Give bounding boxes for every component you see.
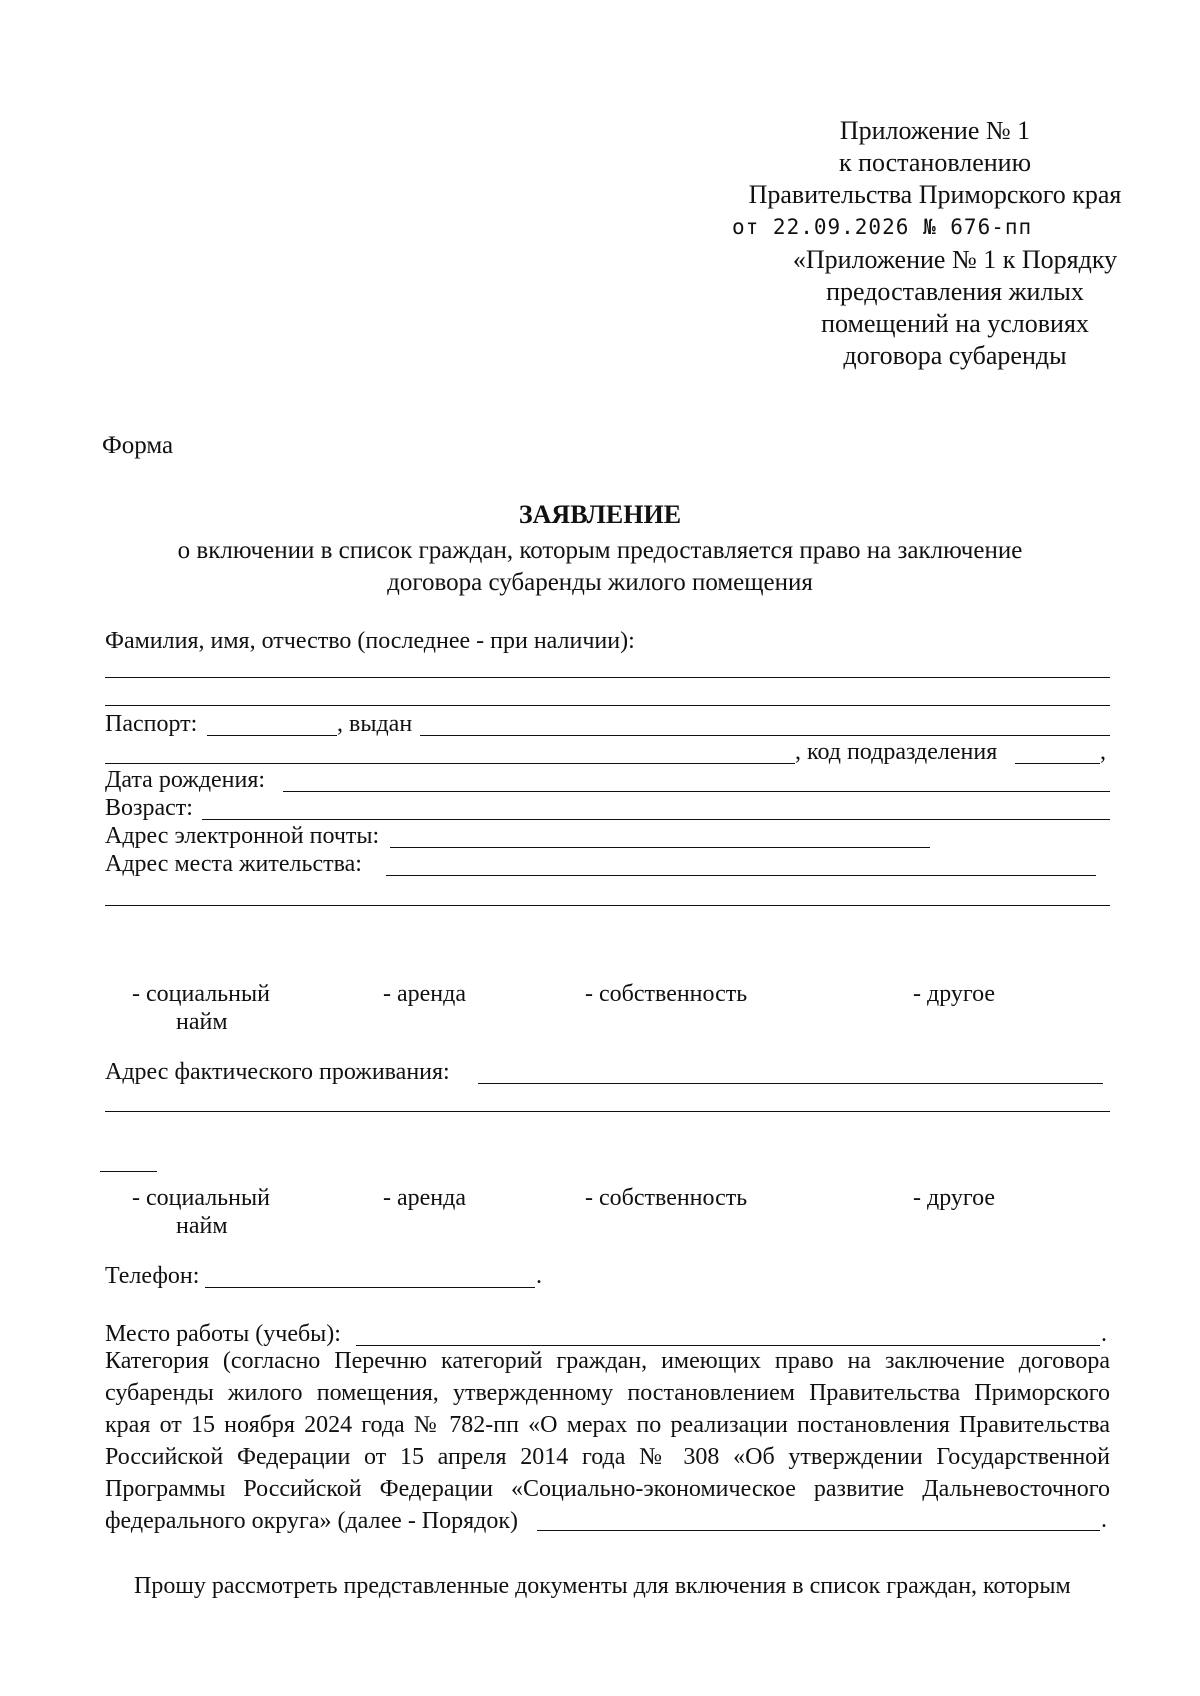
category-line-4: Российской Федерации от 15 апреля 2014 года № 308 «Об утверждении Государственной bbox=[105, 1444, 1110, 1470]
option-other-2: - другое bbox=[913, 1185, 996, 1211]
age-label: Возраст: bbox=[105, 795, 193, 821]
category-line[interactable] bbox=[537, 1530, 1100, 1531]
decree-number: от 22.09.2026 № 676-пп bbox=[732, 215, 1033, 239]
residence-line-2[interactable] bbox=[105, 905, 1110, 906]
subtitle-line-1: о включении в список граждан, которым предоставляется право на заключение bbox=[177, 537, 1023, 564]
dept-code-label: , код подразделения bbox=[795, 739, 998, 765]
email-line[interactable] bbox=[390, 847, 930, 848]
work-label: Место работы (учебы): bbox=[105, 1321, 341, 1347]
work-dot: . bbox=[1101, 1321, 1107, 1347]
category-paragraph bbox=[105, 1345, 1110, 1537]
issued-label: , выдан bbox=[337, 711, 413, 737]
option-rent-1: - аренда bbox=[383, 981, 467, 1007]
request-text: Прошу рассмотреть представленные документы для включения в список граждан, которым bbox=[134, 1573, 1071, 1599]
fio-line-1[interactable] bbox=[105, 677, 1110, 678]
fio-line-2[interactable] bbox=[105, 705, 1110, 706]
appendix-inner-line-5: договора субаренды bbox=[843, 341, 1067, 370]
birth-date-line[interactable] bbox=[283, 791, 1110, 792]
appendix-inner-header bbox=[780, 244, 1130, 372]
form-label: Форма bbox=[102, 432, 174, 459]
option-social-2: - социальный bbox=[132, 1185, 270, 1211]
option-social-1: - социальный bbox=[132, 981, 270, 1007]
residence-line[interactable] bbox=[386, 875, 1096, 876]
category-line-5: Программы Российской Федерации «Социально-экономическое развитие Дальневосточного bbox=[105, 1476, 1110, 1502]
category-line-1: Категория (согласно Перечню категорий граждан, имеющих право на заключение договора bbox=[105, 1348, 1110, 1374]
appendix-line-2: к постановлению bbox=[838, 148, 1032, 177]
passport-number-line[interactable] bbox=[207, 735, 337, 736]
phone-line[interactable] bbox=[205, 1287, 535, 1288]
option-other-1: - другое bbox=[913, 981, 996, 1007]
dept-code-line[interactable] bbox=[1015, 763, 1100, 764]
appendix-inner-line-3: предоставления жилых bbox=[826, 277, 1084, 306]
actual-residence-line[interactable] bbox=[478, 1083, 1103, 1084]
dept-code-comma: , bbox=[1100, 739, 1106, 765]
category-dot: . bbox=[1101, 1507, 1107, 1533]
document-title: ЗАЯВЛЕНИЕ bbox=[518, 500, 682, 529]
age-line[interactable] bbox=[202, 819, 1110, 820]
issued-by-line[interactable] bbox=[420, 735, 1110, 736]
email-label: Адрес электронной почты: bbox=[105, 823, 380, 849]
residence-label: Адрес места жительства: bbox=[105, 851, 362, 877]
category-line-6-text: федерального округа» (далее - Порядок) bbox=[105, 1508, 519, 1534]
appendix-line-3: Правительства Приморского края bbox=[748, 180, 1122, 209]
appendix-inner-line-1: «Приложение № 1 bbox=[792, 245, 997, 274]
appendix-header bbox=[700, 115, 1170, 243]
option-social-2-cont: найм bbox=[176, 1213, 228, 1239]
appendix-line-1: Приложение № 1 bbox=[839, 116, 1031, 145]
subtitle-line-2: договора субаренды жилого помещения bbox=[387, 569, 813, 596]
fio-label: Фамилия, имя, отчество (последнее - при наличии): bbox=[105, 628, 635, 654]
appendix-inner-line-2: к Порядку bbox=[1002, 245, 1118, 274]
short-blank-line[interactable] bbox=[100, 1171, 157, 1172]
category-line-6 bbox=[105, 1505, 1110, 1537]
phone-dot: . bbox=[536, 1263, 542, 1289]
issued-by-line-2[interactable] bbox=[105, 763, 795, 764]
option-property-1: - собственность bbox=[585, 981, 748, 1007]
option-property-2: - собственность bbox=[585, 1185, 748, 1211]
category-line-2: субаренды жилого помещения, утвержденному постановлением Правительства Приморского bbox=[105, 1380, 1110, 1406]
document-subtitle bbox=[100, 535, 1100, 599]
appendix-inner-line-4: помещений на условиях bbox=[821, 309, 1089, 338]
option-social-1-cont: найм bbox=[176, 1009, 228, 1035]
category-line-3: края от 15 ноября 2024 года № 782-пп «О мерах по реализации постановления Правительства bbox=[105, 1412, 1110, 1438]
actual-residence-label: Адрес фактического проживания: bbox=[105, 1059, 450, 1085]
passport-label: Паспорт: bbox=[105, 711, 198, 737]
phone-label: Телефон: bbox=[105, 1263, 200, 1289]
actual-residence-line-2[interactable] bbox=[105, 1111, 1110, 1112]
birth-date-label: Дата рождения: bbox=[105, 767, 266, 793]
option-rent-2: - аренда bbox=[383, 1185, 467, 1211]
